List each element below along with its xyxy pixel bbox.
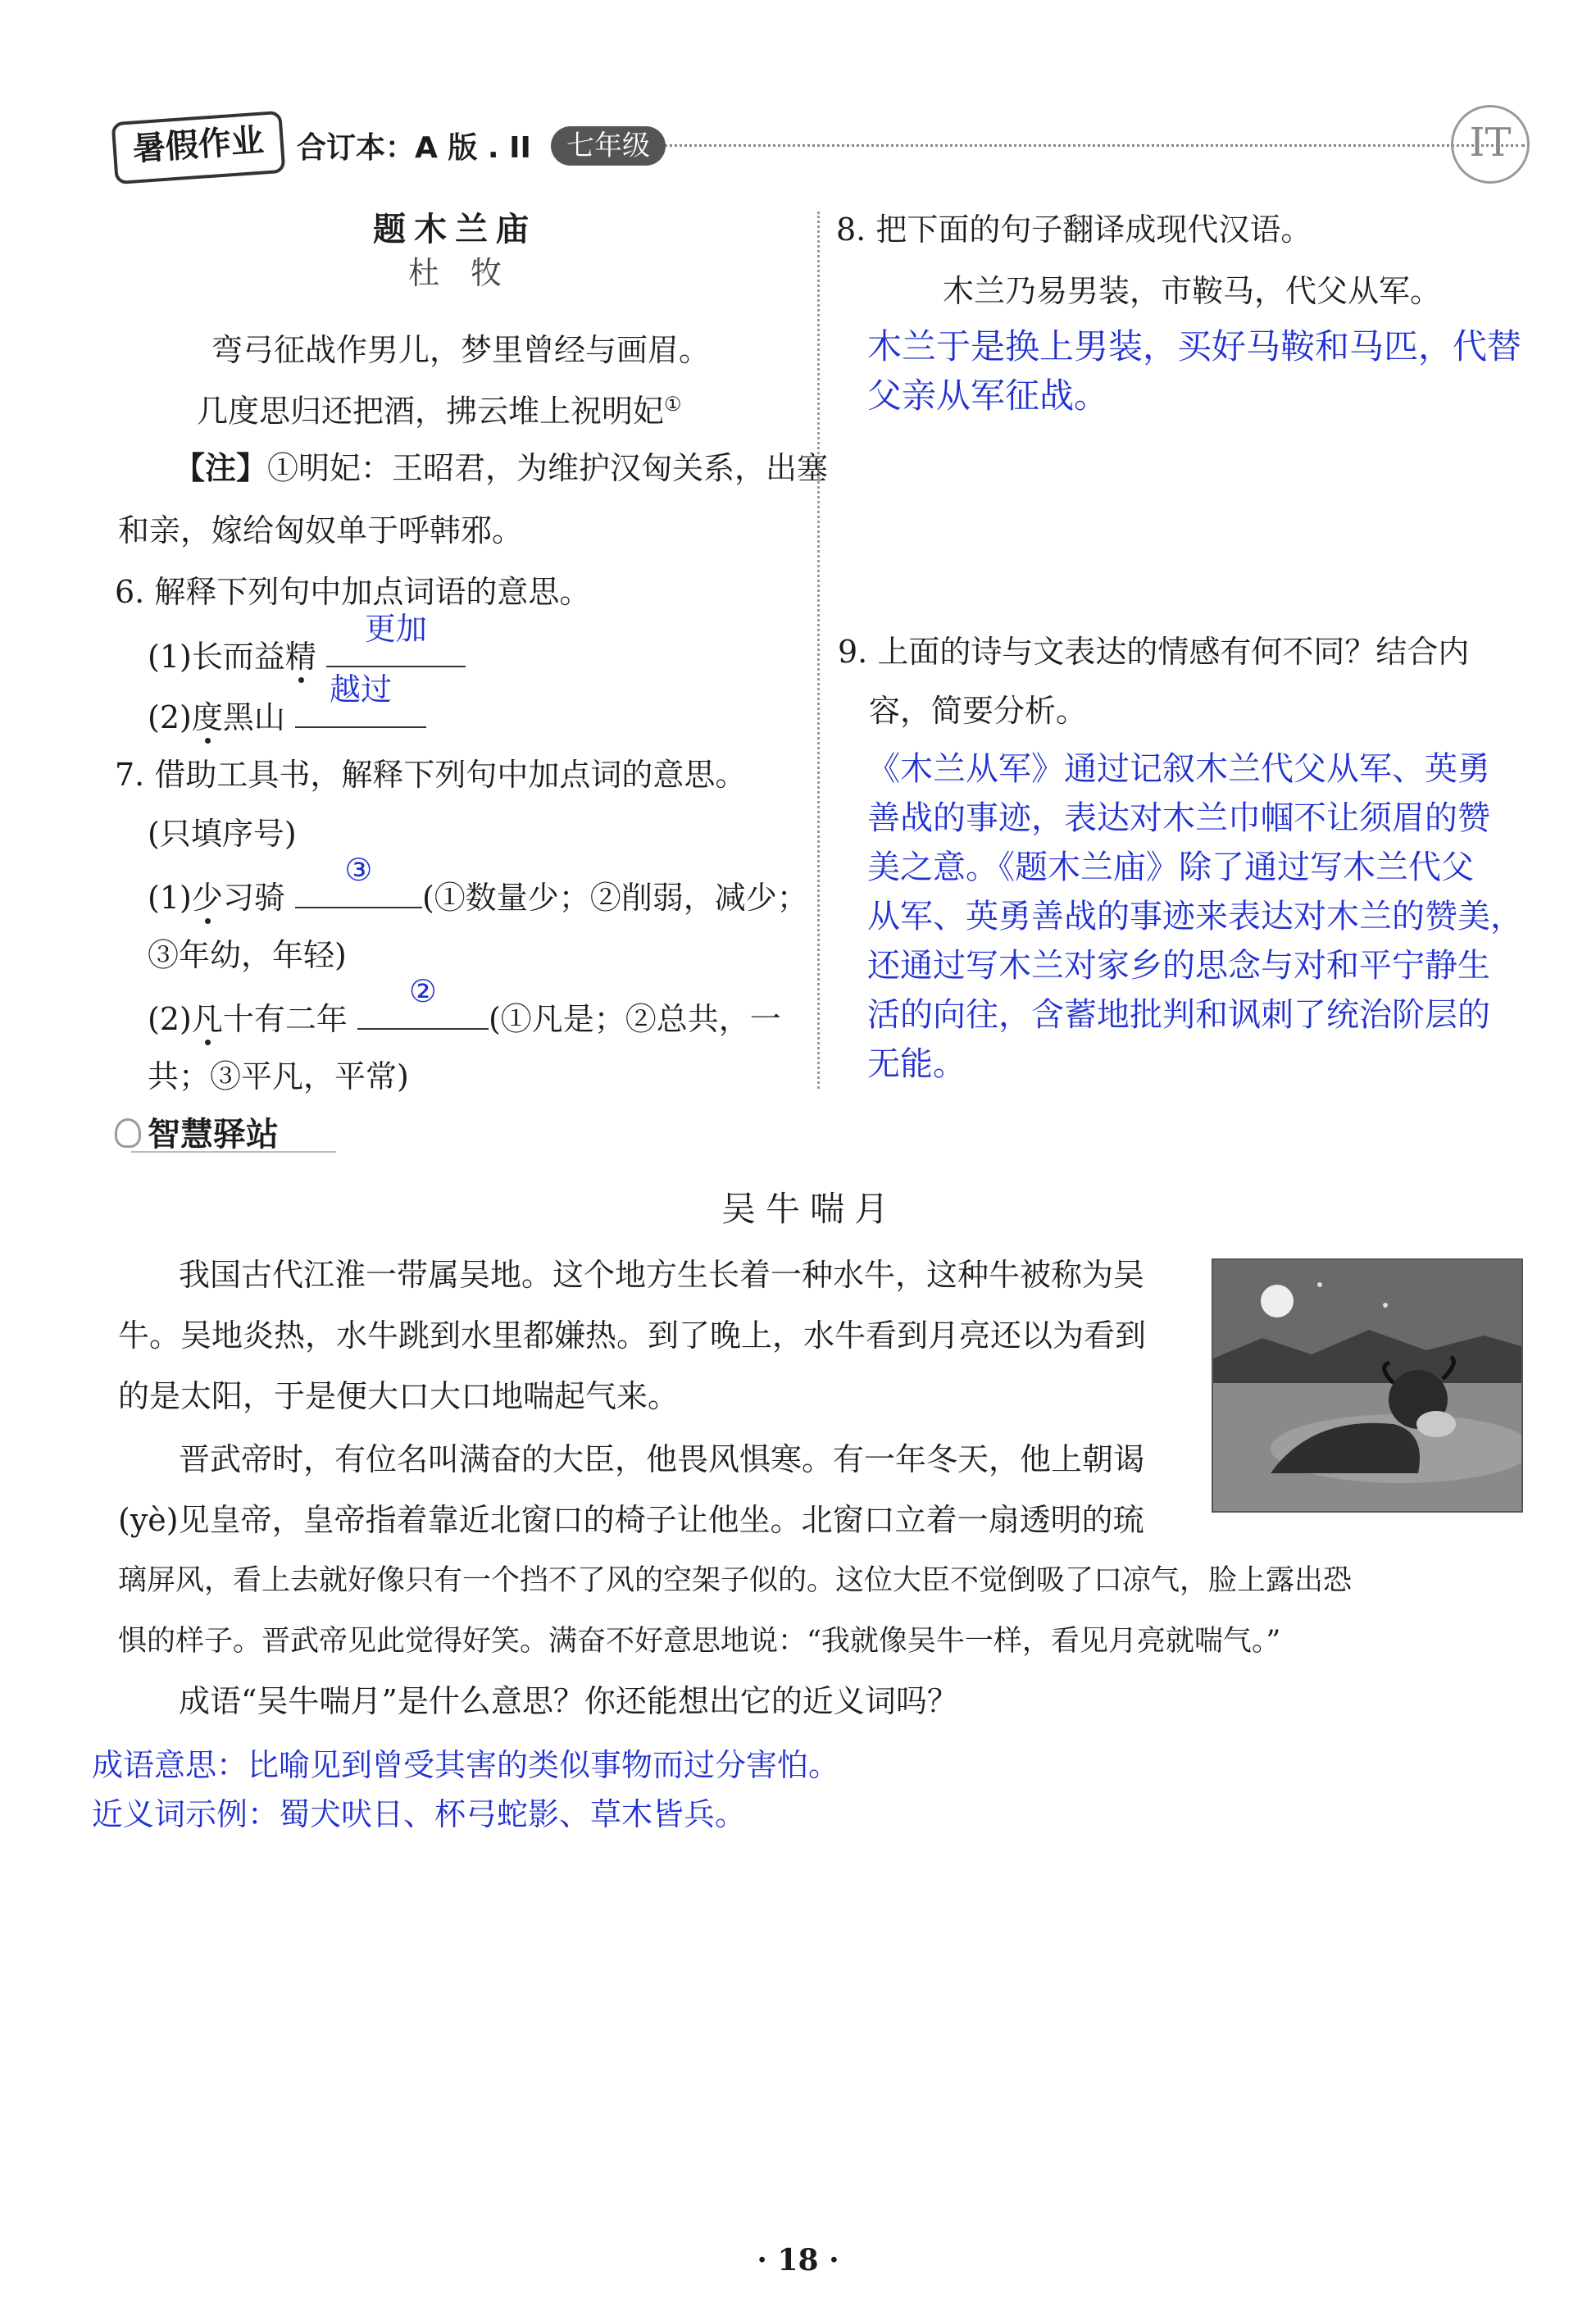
lightbulb-icon xyxy=(115,1118,141,1148)
column-divider xyxy=(817,212,820,1089)
poem-line-2: 几度思归还把酒，拂云堆上祝明妃① xyxy=(197,393,682,430)
q9-answer-line: 善战的事迹，表达对木兰巾帼不让须眉的赞 xyxy=(867,799,1490,837)
q7-answer-1: ③ xyxy=(344,852,373,888)
poem-title: 题木兰庙 xyxy=(373,211,537,248)
page-number: · 18 · xyxy=(757,2243,839,2278)
q8-stem: 8. 把下面的句子翻译成现代汉语。 xyxy=(836,212,1312,248)
buffalo-moon-image xyxy=(1213,1260,1521,1511)
q7-item-1: (1)少习骑 ③ (①数量少；②削弱，减少； xyxy=(148,874,808,918)
q6-item-1: (1)长而益精 更加 xyxy=(148,633,466,677)
q6-answer-2: 越过 xyxy=(329,671,392,708)
story-p2-line: 晋武帝时，有位名叫满奋的大臣，他畏风惧寒。有一年冬天，他上朝谒 xyxy=(179,1441,1145,1477)
q6-stem: 6. 解释下列句中加点词语的意思。 xyxy=(115,574,591,610)
section-underline xyxy=(131,1151,336,1153)
footnote-mark: ① xyxy=(664,393,682,416)
q8-sentence: 木兰乃易男装，市鞍马，代父从军。 xyxy=(943,273,1442,309)
q9-answer xyxy=(867,744,1523,1089)
story-p2-line: (yè)见皇帝，皇帝指着靠近北窗口的椅子让他坐。北窗口立着一扇透明的琉 xyxy=(118,1502,1144,1538)
story-answer-1: 成语意思：比喻见到曾受其害的类似事物而过分害怕。 xyxy=(92,1747,840,1783)
story-p2-line: 惧的样子。晋武帝见此觉得好笑。满奋不好意思地说：“我就像吴牛一样，看见月亮就喘气。” xyxy=(118,1625,1281,1658)
q9-answer-line: 无能。 xyxy=(867,1045,966,1083)
story-p1-line: 牛。吴地炎热，水牛跳到水里都嫌热。到了晚上，水牛看到月亮还以为看到 xyxy=(118,1317,1147,1354)
q8-answer-1: 木兰于是换上男装，买好马鞍和马匹，代替 xyxy=(867,326,1522,366)
q7-item-2: (2)凡十有二年 ② (①凡是；②总共，一 xyxy=(148,995,781,1040)
story-question: 成语“吴牛喘月”是什么意思？你还能想出它的近义词吗？ xyxy=(179,1683,958,1719)
story-answer-2: 近义词示例：蜀犬吠日、杯弓蛇影、草木皆兵。 xyxy=(92,1796,747,1832)
q7-item-2-options: 共；③平凡，平常) xyxy=(148,1058,409,1094)
q6-answer-1: 更加 xyxy=(364,611,427,647)
q9-answer-line: 从军、英勇善战的事迹来表达对木兰的赞美， xyxy=(867,898,1523,935)
story-p2-line: 璃屏风，看上去就好像只有一个挡不了风的空架子似的。这位大臣不觉倒吸了口凉气，脸上露出恐 xyxy=(118,1564,1353,1597)
q8-answer-2: 父亲从军征战。 xyxy=(867,375,1109,416)
section-title: 智慧驿站 xyxy=(148,1116,279,1154)
q6-answer-blank-1[interactable] xyxy=(326,611,466,667)
story-p1-line: 的是太阳，于是便大口大口地喘起气来。 xyxy=(118,1378,680,1414)
poem-note-cont: 和亲，嫁给匈奴单于呼韩邪。 xyxy=(118,512,524,548)
header-badge: 暑假作业 xyxy=(111,111,286,184)
q7-answer-2: ② xyxy=(408,973,437,1009)
q7-answer-blank-2[interactable] xyxy=(357,973,489,1030)
q7-answer-blank-1[interactable] xyxy=(295,852,422,908)
q9-stem-1: 9. 上面的诗与文表达的情感有何不同？结合内 xyxy=(838,634,1470,670)
q7-stem-2: (只填序号) xyxy=(148,816,297,852)
q6-answer-blank-2[interactable] xyxy=(295,671,426,728)
q9-answer-line: 还通过写木兰对家乡的思念与对和平宁静生 xyxy=(867,947,1490,985)
poem-author: 杜 牧 xyxy=(408,255,502,291)
poem-line-1: 弯弓征战作男儿，梦里曾经与画眉。 xyxy=(211,332,711,368)
story-illustration xyxy=(1212,1258,1523,1513)
poem-note: 【注】①明妃：王昭君，为维护汉匈关系，出塞 xyxy=(174,449,829,486)
q7-stem: 7. 借助工具书，解释下列句中加点词的意思。 xyxy=(115,757,747,793)
q9-answer-line: 活的向往，含蓄地批判和讽刺了统治阶层的 xyxy=(867,996,1490,1034)
q6-item-2: (2)度黑山 越过 xyxy=(148,694,426,738)
corner-logo-icon: IT xyxy=(1451,105,1530,184)
section-header xyxy=(115,1108,361,1158)
q9-stem-2: 容，简要分析。 xyxy=(869,693,1088,729)
q9-answer-line: 《木兰从军》通过记叙木兰代父从军、英勇 xyxy=(867,750,1490,788)
grade-badge: 七年级 xyxy=(551,126,666,166)
story-p1-line: 我国古代江淮一带属吴地。这个地方生长着一种水牛，这种牛被称为吴 xyxy=(179,1257,1145,1293)
story-title: 吴牛喘月 xyxy=(721,1189,899,1229)
q9-answer-line: 美之意。《题木兰庙》除了通过写木兰代父 xyxy=(867,849,1474,886)
header-rule xyxy=(664,144,1525,147)
q7-item-1-options: ③年幼，年轻) xyxy=(148,937,347,973)
header-series: 合订本：A 版 . II xyxy=(297,131,531,165)
